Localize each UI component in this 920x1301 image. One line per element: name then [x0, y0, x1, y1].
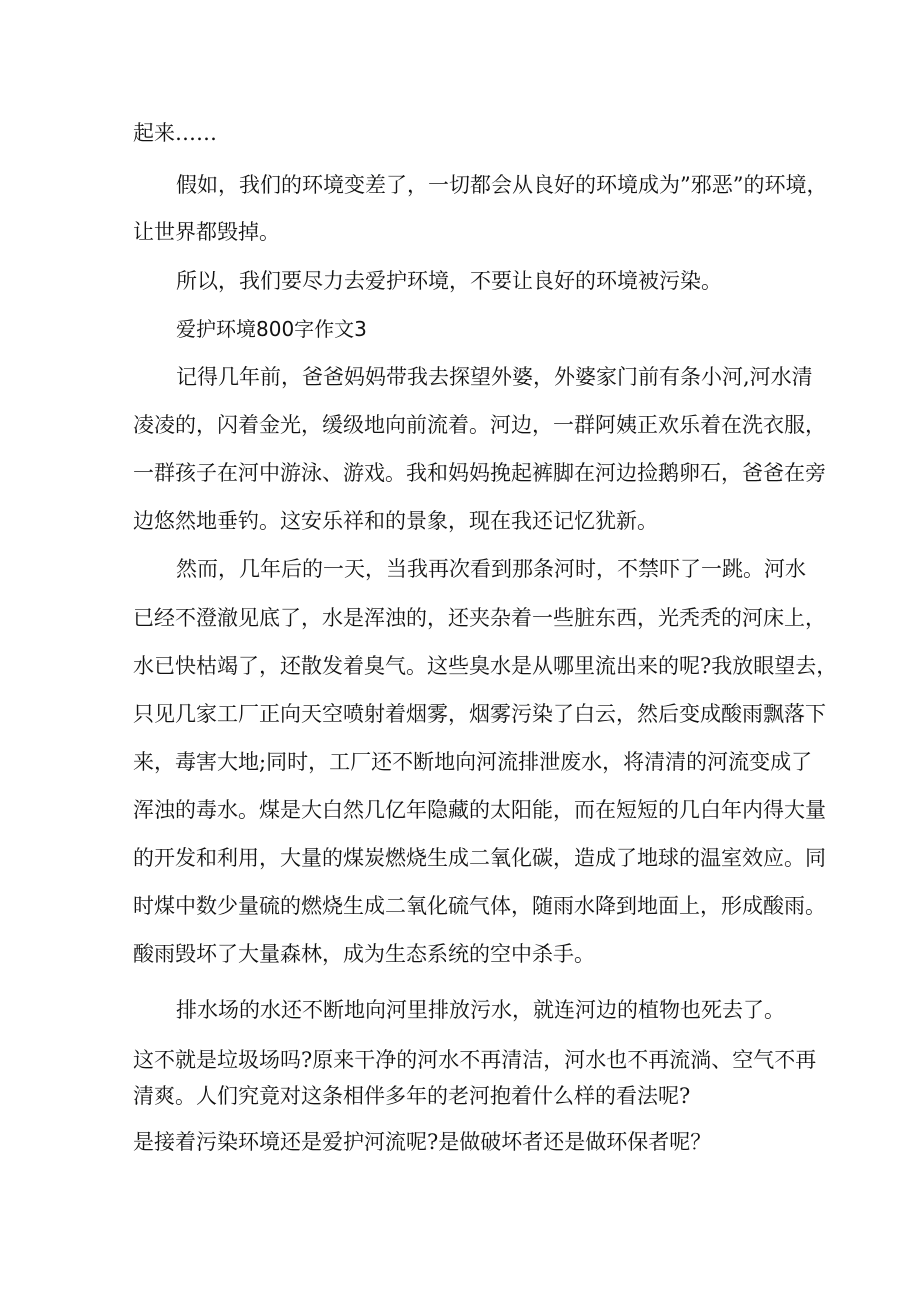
text-line: 来，毒害大地;同时，工厂还不断地向河流排泄废水，将清清的河流变成了	[133, 750, 813, 774]
text-line: 凌凌的，闪着金光，缓级地向前流着。河边，一群阿姨正欢乐着在洗衣服，	[133, 413, 826, 437]
text-line: 然而，几年后的一天，当我再次看到那条河时，不禁吓了一跳。河水	[176, 557, 806, 581]
text-line: 时煤中数少量硫的燃烧生成二氧化硫气体，随雨水降到地面上，形成酸雨。	[133, 894, 826, 918]
text-line: 是接着污染环境还是爱护河流呢?是做破坏者还是做环保者呢？	[133, 1130, 712, 1154]
text-line: 水已快枯竭了，还散发着臭气。这些臭水是从哪里流出来的呢?我放眼望去，	[133, 654, 838, 678]
text-line: 清爽。人们究竟对这条相伴多年的老河抱着什么样的看法呢?	[133, 1084, 691, 1108]
text-line: 一群孩子在河中游泳、游戏。我和妈妈挽起裤脚在河边捡鹅卵石，爸爸在旁	[133, 461, 826, 485]
text-line: 边悠然地垂钓。这安乐祥和的景象，现在我还记忆犹新。	[133, 509, 658, 533]
text-line: 让世界都毁掉。	[133, 220, 280, 244]
text-line: 排水场的水还不断地向河里排放污水，就连河边的植物也死去了。	[176, 998, 785, 1022]
text-line: 浑浊的毒水。煤是大白然几亿年隐藏的太阳能，而在短短的几白年内得大量	[133, 798, 826, 822]
text-line: 所以，我们要尽力去爱护环境，不要让良好的环境被污染。	[176, 269, 722, 293]
text-line: 已经不澄澈见底了，水是浑浊的，还夹杂着一些脏东西，光秃秃的河床上，	[133, 606, 826, 630]
text-line: 的开发和利用，大量的煤炭燃烧生成二氧化碳，造成了地球的温室效应。同	[133, 846, 826, 870]
section-heading: 爱护环境800字作文3	[176, 317, 367, 341]
text-line: 起来……	[133, 121, 217, 145]
text-line: 假如，我们的环境变差了，一切都会从良好的环境成为”邪恶”的环境，	[176, 173, 828, 197]
text-line: 记得几年前，爸爸妈妈带我去探望外婆，外婆家门前有条小河,河水清	[176, 365, 813, 389]
text-line: 酸雨毁坏了大量森林，成为生态系统的空中杀手。	[133, 942, 595, 966]
text-line: 这不就是垃圾场吗?原来干净的河水不再清洁，河水也不再流淌、空气不再	[133, 1048, 817, 1072]
text-line: 只见几家工厂正向天空喷射着烟雾，烟雾污染了白云，然后变成酸雨飘落下	[133, 702, 826, 726]
